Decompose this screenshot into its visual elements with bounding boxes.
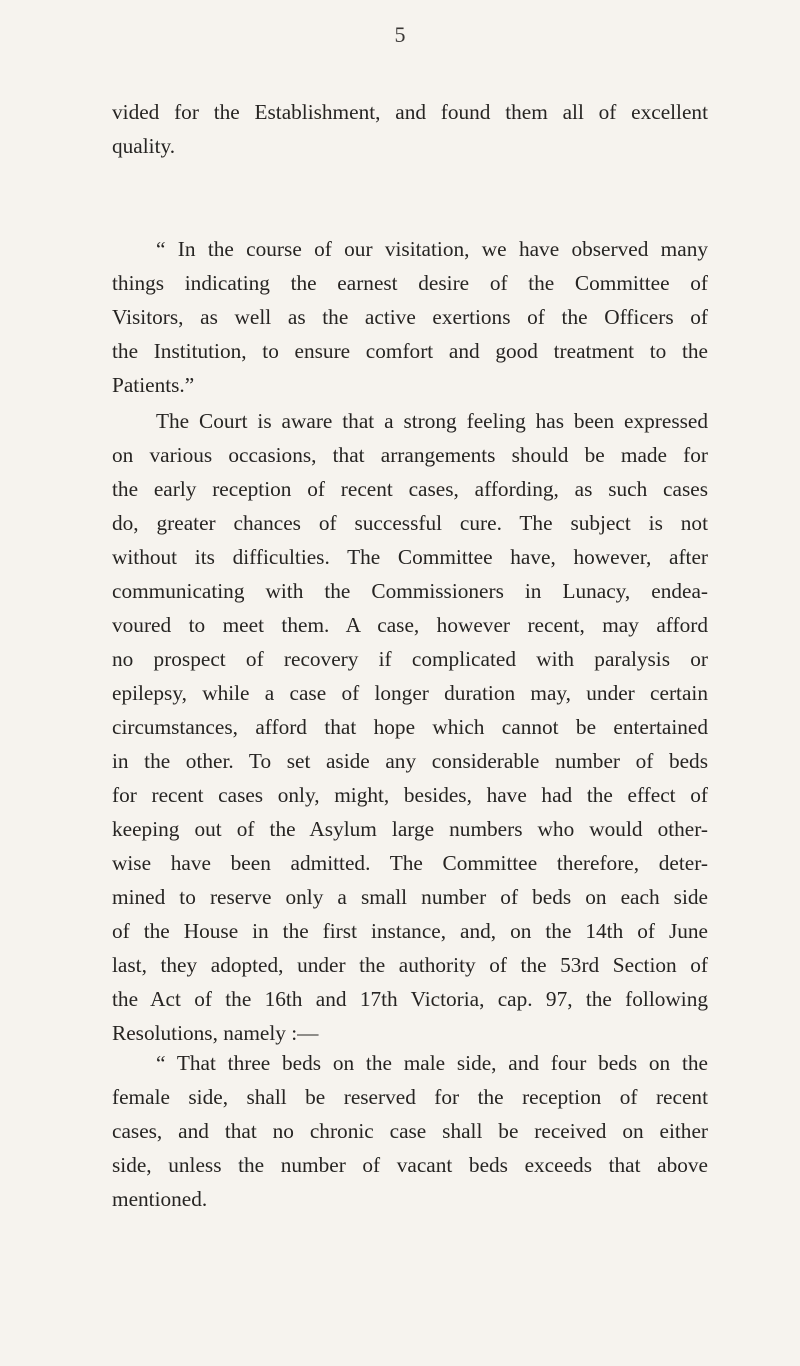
text-line: “ In the course of our visitation, we have observed many (156, 237, 708, 261)
text-line: vided for the Establishment, and found them all of excellent (112, 100, 708, 124)
text-line: no prospect of recovery if complicated with paralysis or (112, 647, 708, 671)
text-line: without its difficulties. The Committee have, however, after (112, 545, 708, 569)
text-line: side, unless the number of vacant beds exceeds that above (112, 1153, 708, 1177)
text-line: circumstances, afford that hope which cannot be entertained (112, 715, 708, 739)
text-line: Patients.” (112, 373, 195, 397)
text-line: last, they adopted, under the authority of the 53rd Section of (112, 953, 708, 977)
page-number: 5 (394, 22, 406, 47)
text-line: mentioned. (112, 1187, 208, 1211)
text-line: voured to meet them. A case, however recent, may afford (112, 613, 708, 637)
text-line: the Act of the 16th and 17th Victoria, cap. 97, the following (112, 987, 708, 1011)
text-line: things indicating the earnest desire of the Committee of (112, 271, 708, 295)
paragraph-4 (112, 1046, 708, 1216)
text-line: the Institution, to ensure comfort and good treatment to the (112, 339, 708, 363)
paragraph-3 (112, 404, 708, 1050)
text-line: The Court is aware that a strong feeling has been expressed (156, 409, 708, 433)
text-line: of the House in the first instance, and, on the 14th of June (112, 919, 708, 943)
text-line: on various occasions, that arrangements should be made for (112, 443, 708, 467)
text-line: mined to reserve only a small number of beds on each side (112, 885, 708, 909)
text-line: in the other. To set aside any considerable number of beds (112, 749, 708, 773)
text-line: keeping out of the Asylum large numbers who would other- (112, 817, 708, 841)
paragraph-1 (112, 95, 708, 163)
text-line: the early reception of recent cases, affording, as such cases (112, 477, 708, 501)
text-line: Resolutions, namely :— (112, 1021, 319, 1045)
paragraph-2 (112, 232, 708, 402)
text-line: do, greater chances of successful cure. The subject is not (112, 511, 708, 535)
text-line: for recent cases only, might, besides, have had the effect of (112, 783, 708, 807)
text-line: “ That three beds on the male side, and four beds on the (156, 1051, 708, 1075)
text-line: epilepsy, while a case of longer duration may, under certain (112, 681, 708, 705)
text-line: female side, shall be reserved for the reception of recent (112, 1085, 708, 1109)
text-line: wise have been admitted. The Committee therefore, deter- (112, 851, 708, 875)
text-line: Visitors, as well as the active exertions of the Officers of (112, 305, 708, 329)
text-line: cases, and that no chronic case shall be received on either (112, 1119, 708, 1143)
text-line: quality. (112, 134, 176, 158)
text-line: communicating with the Commissioners in Lunacy, endea- (112, 579, 708, 603)
